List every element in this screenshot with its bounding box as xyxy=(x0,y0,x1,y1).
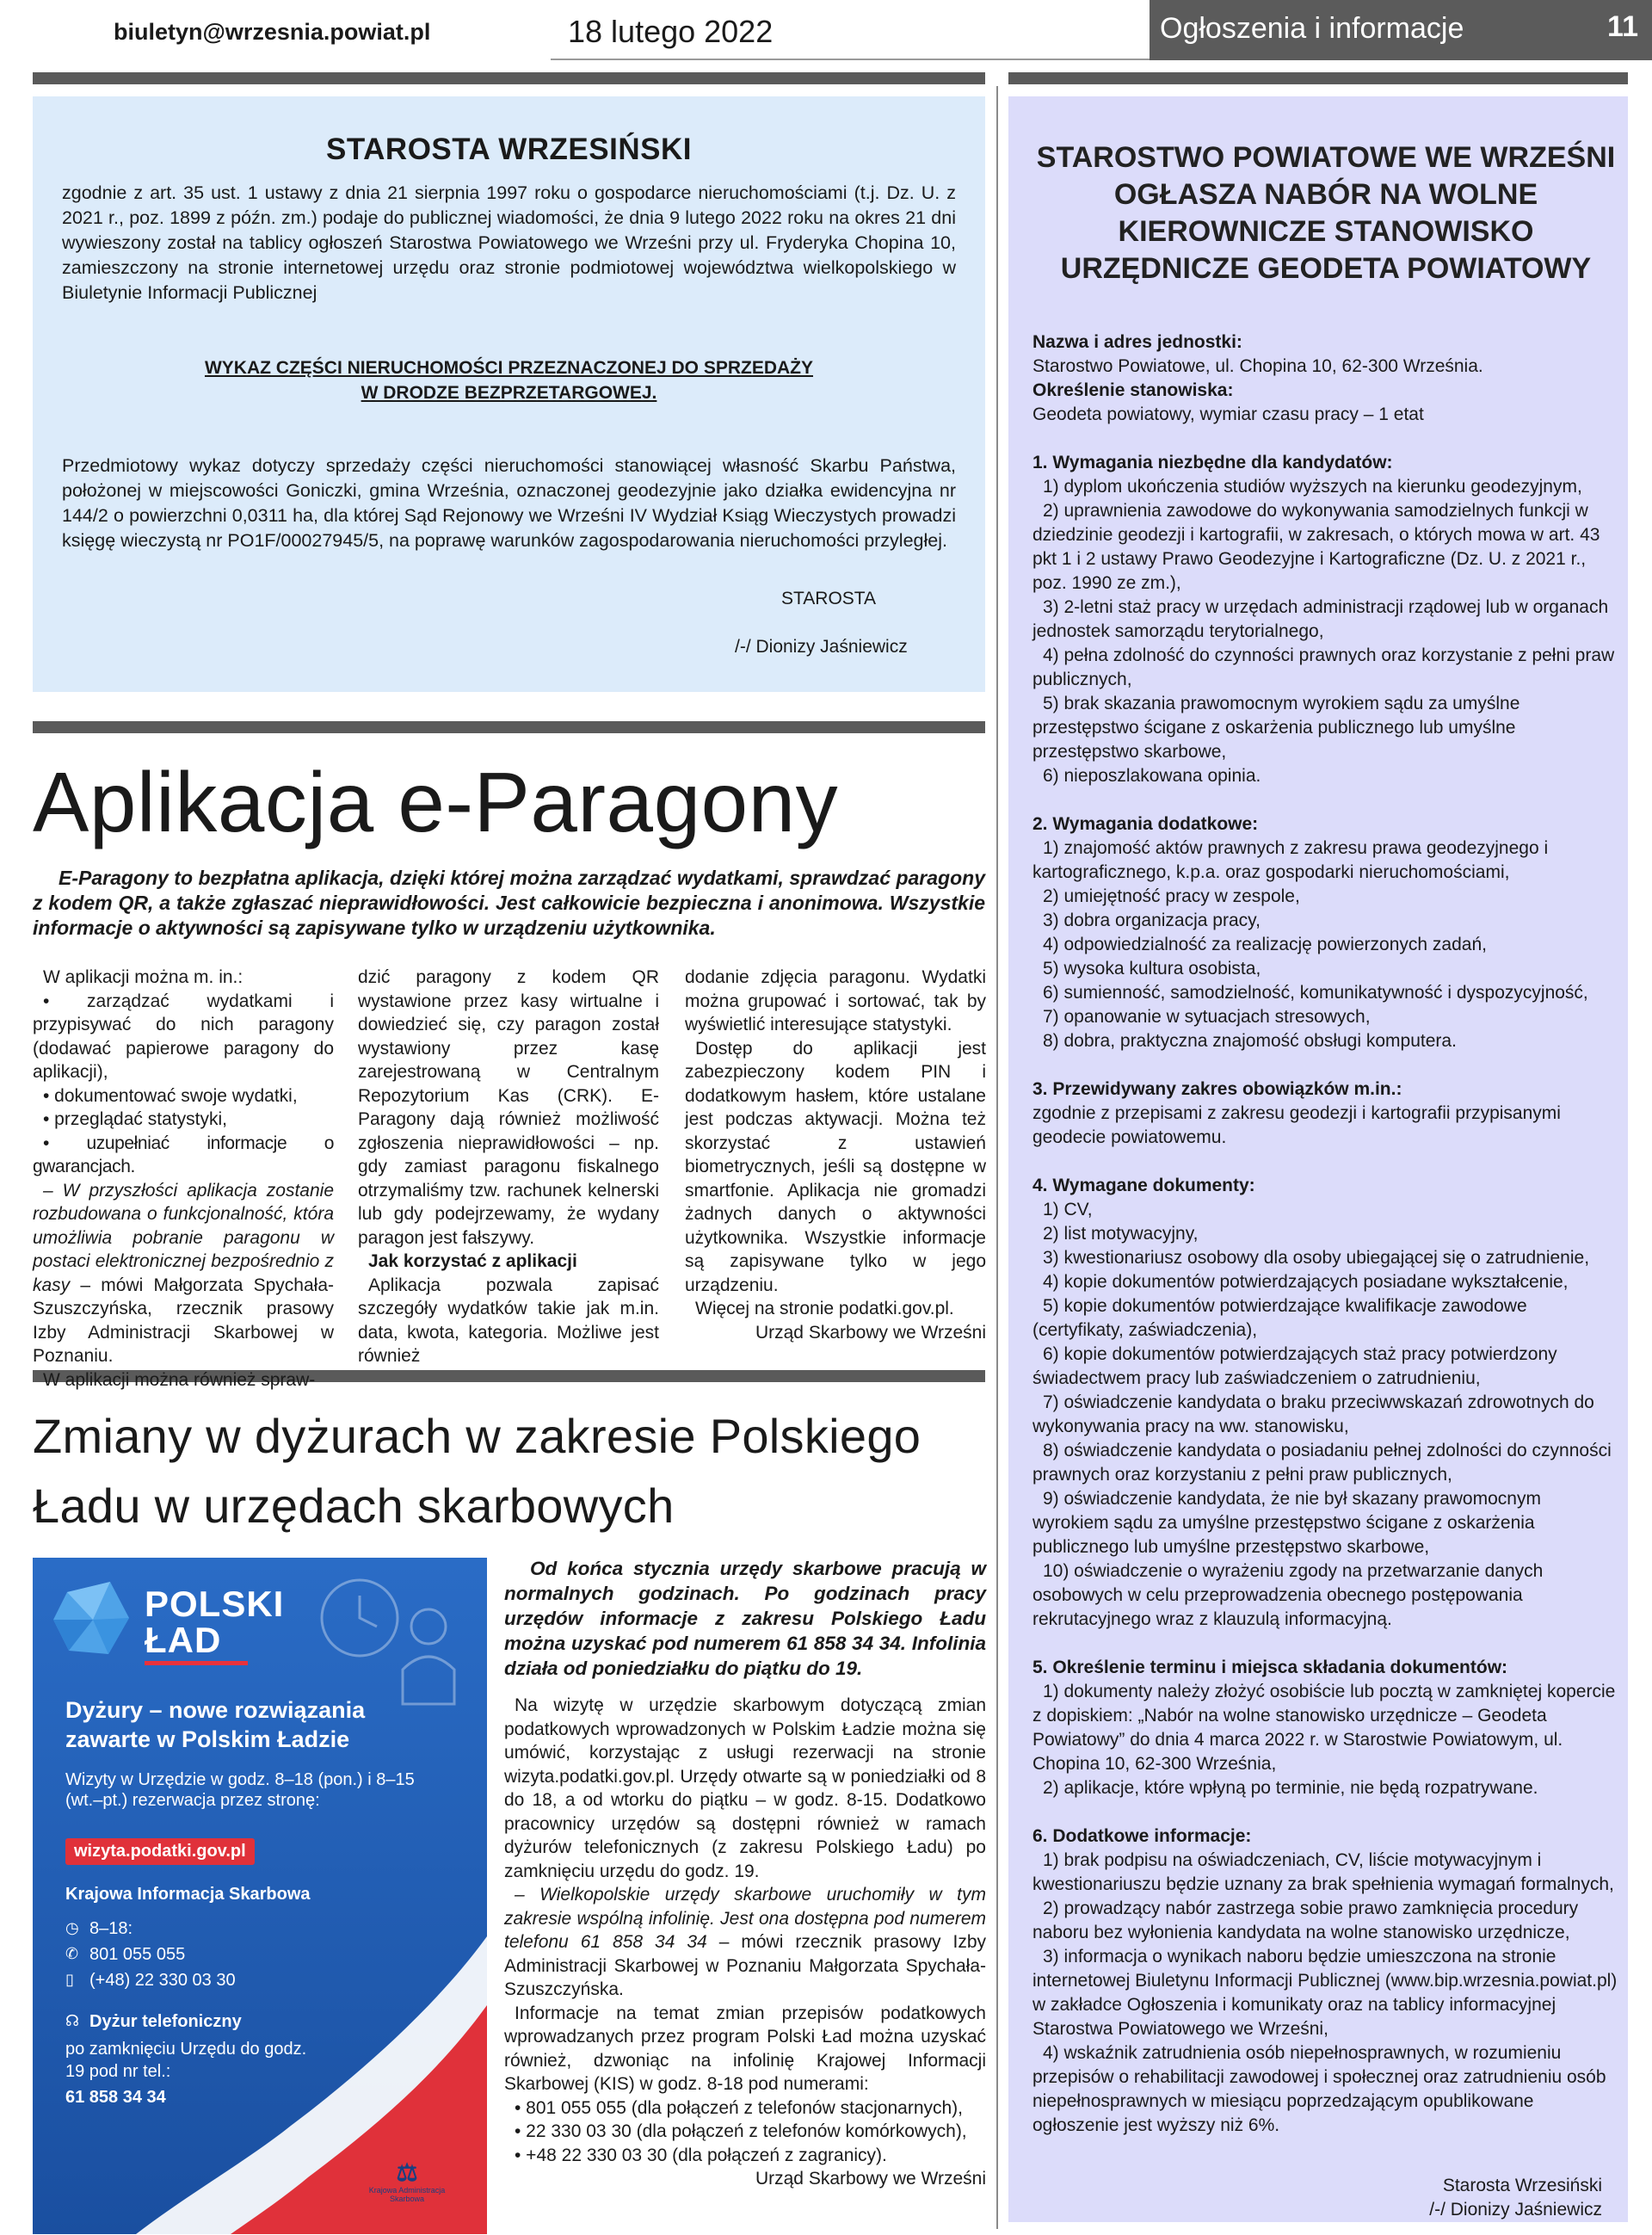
recruit-list-item: 3) kwestionariusz osobowy dla osoby ubiegającej się o zatrudnienie, xyxy=(1043,1248,1590,1268)
kas-emblem-icon: ⚖ xyxy=(396,2159,418,2186)
recruit-list xyxy=(1032,837,1619,1053)
recruit-list-item: 5) wysoka kultura osobista, xyxy=(1043,959,1261,979)
article-paragraph: W aplikacji można również spraw- xyxy=(43,1369,316,1390)
phone-item: • +48 22 330 03 30 (dla połączeń z zagranicy). xyxy=(515,2145,887,2165)
kas-label: Krajowa Administracja Skarbowa xyxy=(368,2186,446,2203)
column-rule xyxy=(996,86,998,2229)
notice-subtitle-line: WYKAZ CZĘŚCI NIERUCHOMOŚCI PRZEZNACZONEJ DO SPRZEDAŻY xyxy=(204,358,814,378)
recruit-list xyxy=(1032,475,1619,788)
recruit-list-item: 4) wskaźnik zatrudnienia osób niepełnosprawnych, w rozumieniu przepisów o rehabilitacji zawodowej i społecznej oraz zatrudnieniu osób niepełnosprawnych w miesiącu poprzedzającym opublikowane ogłoszenie jest wyższy niż 6%. xyxy=(1032,2043,1606,2135)
header-rule xyxy=(551,59,1153,60)
headset-icon: ☊ xyxy=(65,2012,79,2029)
kas-logo xyxy=(368,2160,446,2203)
recruit-list-item: 6) kopie dokumentów potwierdzających staż pracy potwierdzony świadectwem pracy lub zaświadczeniem o zatrudnieniu, xyxy=(1032,1344,1557,1388)
recruit-list xyxy=(1032,1680,1619,1800)
bullet-item: • przeglądać statystyki, xyxy=(43,1109,227,1129)
recruit-value: Starostwo Powiatowe, ul. Chopina 10, 62-300 Września. xyxy=(1032,356,1483,376)
recruit-list-item: 8) oświadczenie kandydata o posiadaniu pełnej zdolności do czynności prawnych oraz korzystaniu z pełni praw publicznych, xyxy=(1032,1441,1612,1485)
starosta-notice xyxy=(33,96,985,692)
poster-logo-word: ŁAD xyxy=(145,1620,222,1660)
poster-kis-title: Krajowa Informacja Skarbowa xyxy=(65,1885,311,1904)
recruitment-announcement xyxy=(1008,96,1628,2222)
recruit-label: Określenie stanowiska: xyxy=(1032,380,1234,400)
notice-signature-role: STAROSTA xyxy=(781,589,877,608)
recruit-list-item: 3) dobra organizacja pracy, xyxy=(1043,911,1261,930)
recruit-list-item: 7) opanowanie w sytuacjach stresowych, xyxy=(1043,1007,1371,1027)
recruit-section-title: 6. Dodatkowe informacje: xyxy=(1032,1826,1252,1846)
recruit-list-item: 9) oświadczenie kandydata, że nie był skazany prawomocnym wyrokiem sądu za umyślne przestępstwo ścigane z oskarżenia publicznego lub umyślne przestępstwo skarbowe, xyxy=(1032,1489,1541,1557)
poster-duty-title: Dyżur telefoniczny xyxy=(89,2012,242,2031)
recruit-list-item: 1) dyplom ukończenia studiów wyższych na kierunku geodezyjnym, xyxy=(1043,477,1582,497)
clock-icon: ◷ xyxy=(65,1919,79,1936)
recruit-list-item: 1) CV, xyxy=(1043,1200,1093,1219)
bullet-item: • uzupełniać informacje o gwarancjach. xyxy=(33,1133,334,1176)
section-divider xyxy=(33,72,985,84)
section-divider xyxy=(1008,72,1628,84)
recruit-list xyxy=(1032,1849,1619,2138)
flag-stripe xyxy=(145,1661,248,1665)
notice-signature-name: /-/ Dionizy Jaśniewicz xyxy=(735,637,908,657)
poster-heading: Dyżury – nowe rozwiązania zawarte w Polskim Ładzie xyxy=(65,1697,366,1752)
recruit-section-title: 5. Określenie terminu i miejsca składania dokumentów: xyxy=(1032,1658,1508,1677)
recruit-list-item: 2) prowadzący nabór zastrzega sobie prawo zamknięcia procedury naboru bez wyłonienia kandydata na wolne stanowisko urzędnicze, xyxy=(1032,1899,1579,1942)
article-paragraph: Informacje na temat zmian przepisów podatkowych wprowadzanych przez program Polski Ład można uzyskać również, dzwoniąc na infolinię Krajowej Informacji Skarbowej (KIS) w godz. 8-18 pod numerami: xyxy=(504,2003,986,2094)
recruit-list-item: 4) kopie dokumentów potwierdzających posiadane wykształcenie, xyxy=(1043,1272,1569,1292)
recruit-list-item: 1) znajomość aktów prawnych z zakresu prawa geodezyjnego i kartograficznego, k.p.a. oraz gospodarki nieruchomościami, xyxy=(1032,838,1549,882)
recruit-list-item: 10) oświadczenie o wyrażeniu zgody na przetwarzanie danych osobowych w celu przeprowadzenia obecnego postępowania rekrutacyjnego wraz z klauzulą informacyjną. xyxy=(1032,1561,1544,1629)
recruit-signature-role: Starosta Wrzesiński xyxy=(1442,2176,1602,2195)
poster-phone: (+48) 22 330 03 30 xyxy=(89,1971,236,1990)
quote-text: – W przyszłości aplikacja zostanie rozbudowana o funkcjonalność, która umożliwia pobranie paragonu w postaci elektronicznej bezpośrednio z kasy xyxy=(33,1180,334,1295)
article-paragraph: Więcej na stronie podatki.gov.pl. xyxy=(695,1299,954,1318)
recruit-list xyxy=(1032,1198,1619,1632)
recruit-section-title: 1. Wymagania niezbędne dla kandydatów: xyxy=(1032,453,1393,472)
eparagony-column-3 xyxy=(685,966,986,1344)
header-date: 18 lutego 2022 xyxy=(568,14,774,49)
zmiany-title: Zmiany w dyżurach w zakresie Polskiego Ładu w urzędach skarbowych xyxy=(33,1409,922,1533)
recruit-list-item: 2) uprawnienia zawodowe do wykonywania samodzielnych funkcji w dziedzinie geodezji i kartografii, w zakresach, o których mowa w art. 43 pkt 1 i 2 ustawy Prawo Geodezyjne i Kartograficzne (Dz. U. z 2021 r., poz. 1990 ze zm.), xyxy=(1032,501,1600,593)
poster-duty-number: 61 858 34 34 xyxy=(65,2088,166,2107)
article-signature: Urząd Skarbowy we Wrześni xyxy=(755,1322,986,1343)
eparagony-lead: E-Paragony to bezpłatna aplikacja, dzięki której można zarządzać wydatkami, sprawdzać paragony z kodem QR, a także zgłaszać nieprawidłowości. Jest całkowicie bezpieczna i anonimowa. Wszystkie informacje o aktywności są zapisywane tylko w urządzeniu użytkownika. xyxy=(33,867,985,939)
quote-text: – Wielkopolskie urzędy skarbowe uruchomiły w tym zakresie wspólną infolinię. Jest ona dostępna pod numerem telefonu 61 858 34 34 xyxy=(504,1885,986,1952)
poster-hours: 8–18: xyxy=(89,1919,133,1938)
article-paragraph: Dostęp do aplikacji jest zabezpieczony kodem PIN i dodatkowym hasłem, które ustalane jest podczas aktywacji. Można też skorzystać z ustawień biometrycznych, jeśli są dostępne w smartfonie. Aplikacja nie gromadzi żadnych danych o aktywności użytkownika. Wszystkie informacje są zapisywane tylko w jego urządzeniu. xyxy=(685,1038,986,1295)
article-paragraph: dodanie zdjęcia paragonu. Wydatki można grupować i sortować, tak by wyświetlić interesujące statystyki. xyxy=(685,967,986,1034)
notice-paragraph: zgodnie z art. 35 ust. 1 ustawy z dnia 21 sierpnia 1997 roku o gospodarce nieruchomościami (t.j. Dz. U. z 2021 r., poz. 1899 z późn. zm.) podaje do publicznej wiadomości, że dnia 9 lutego 2022 roku na okres 21 dni wywieszony został na tablicy ogłoszeń Starostwa Powiatowego we Wrześni przy ul. Fryderyka Chopina 10, zamieszczony na stronie internetowej urzędu oraz stronie podmiotowej województwa wielkopolskiego w Biuletynie Informacji Publicznej xyxy=(62,182,956,303)
poster-visits-text: Wizyty w Urzędzie w godz. 8–18 (pon.) i 8–15 (wt.–pt.) rezerwacja przez stronę: xyxy=(65,1770,415,1810)
recruit-section-title: 2. Wymagania dodatkowe: xyxy=(1032,814,1259,834)
recruit-list-item: 1) dokumenty należy złożyć osobiście lub pocztą w zamkniętej kopercie z dopiskiem: „Nabór na wolne stanowisko urzędnicze – Geodeta Powiatowy” do dnia 4 marca 2022 r. w Starostwie Powiatowym, ul. Chopina 10, 62-300 Września, xyxy=(1032,1682,1616,1774)
recruit-list-item: 2) umiejętność pracy w zespole, xyxy=(1043,886,1300,906)
phone-item: • 801 055 055 (dla połączeń z telefonów stacjonarnych), xyxy=(515,2097,964,2118)
recruit-list-item: 7) oświadczenie kandydata o braku przeciwwskazań zdrowotnych do wykonywania pracy na ww. stanowisku, xyxy=(1032,1392,1594,1436)
mobile-phone-icon: ▯ xyxy=(65,1971,74,1988)
recruit-value: Geodeta powiatowy, wymiar czasu pracy – 1 etat xyxy=(1032,404,1424,424)
recruit-list-item: 6) nieposzlakowana opinia. xyxy=(1043,766,1261,786)
zmiany-body xyxy=(504,1694,986,2191)
recruit-text: zgodnie z przepisami z zakresu geodezji i kartografii przypisanymi geodecie powiatowemu. xyxy=(1032,1103,1561,1147)
eparagony-column-2 xyxy=(358,966,659,1368)
phone-icon: ✆ xyxy=(65,1945,79,1962)
header-email: biuletyn@wrzesnia.powiat.pl xyxy=(114,19,431,45)
recruit-section-title: 3. Przewidywany zakres obowiązków m.in.: xyxy=(1032,1079,1402,1099)
article-signature: Urząd Skarbowy we Wrześni xyxy=(755,2169,986,2189)
article-paragraph: dzić paragony z kodem QR wystawione przez kasy wirtualne i dowiedzieć się, czy paragon został wystawiony przez kasę zarejestrowaną w Centralnym Repozytorium Kas (CRK). E-Paragony dają również możliwość zgłoszenia nieprawidłowości – np. gdy zamiast paragonu fiskalnego otrzymaliśmy tzw. rachunek kelnerski lub gdy podejrzewamy, że wydany paragon jest fałszywy. xyxy=(358,967,659,1248)
phone-item: • 22 330 03 30 (dla połączeń z telefonów komórkowych), xyxy=(515,2121,967,2141)
header-section-box xyxy=(1150,0,1652,60)
notice-subtitle-line: W DRODZE BEZPRZETARGOWEJ. xyxy=(361,383,657,403)
recruit-title: STAROSTWO POWIATOWE WE WRZEŚNI OGŁASZA NABÓR NA WOLNE KIEROWNICZE STANOWISKO URZĘDNICZE GEODETA POWIATOWY xyxy=(1036,141,1616,285)
notice-subtitle xyxy=(57,355,961,405)
recruit-list-item: 5) kopie dokumentów potwierdzające kwalifikacje zawodowe (certyfikaty, zaświadczenia), xyxy=(1032,1296,1527,1340)
poster-logo-word: POLSKI xyxy=(145,1584,285,1624)
article-paragraph: W aplikacji można m. in.: xyxy=(43,967,243,987)
recruit-list-item: 5) brak skazania prawomocnym wyrokiem sądu za umyślne przestępstwo ścigane z oskarżenia publicznego lub umyślne przestępstwo skarbowe, xyxy=(1032,694,1520,762)
quote-attribution: – mówi rzecznik prasowy Izby Administracji Skarbowej w Poznaniu Małgorzata Spychała-Szuszczyńska. xyxy=(504,1932,986,1999)
recruit-list-item: 2) aplikacje, które wpłyną po terminie, nie będą rozpatrywane. xyxy=(1043,1778,1538,1798)
page-number: 11 xyxy=(1607,10,1638,43)
recruit-list-item: 3) informacja o wynikach naboru będzie umieszczona na stronie internetowej Biuletynu Informacji Publicznej (www.bip.wrzesnia.powiat.pl) w zakładce Ogłoszenia i komunikaty oraz na tablicy informacyjnej Starostwa Powiatowego we Wrześni, xyxy=(1032,1947,1618,2039)
bullet-item: • dokumentować swoje wydatki, xyxy=(43,1085,298,1106)
bullet-item: • zarządzać wydatkami i przypisywać do nich paragony (dodawać papierowe paragony do aplikacji), xyxy=(33,991,334,1082)
recruit-list-item: 6) sumienność, samodzielność, komunikatywność i dyspozycyjność, xyxy=(1043,983,1588,1003)
section-divider xyxy=(33,721,985,733)
eparagony-column-1 xyxy=(33,966,334,1392)
section-label: Ogłoszenia i informacje xyxy=(1160,12,1464,45)
recruit-list-item: 4) odpowiedzialność za realizację powierzonych zadań, xyxy=(1043,935,1487,954)
zmiany-lead: Od końca stycznia urzędy skarbowe pracują w normalnych godzinach. Po godzinach pracy urzędów informacje z zakresu Polskiego Ładu można uzyskać pod numerem 61 858 34 34. Infolinia działa od poniedziałku do piątku do 19. xyxy=(504,1558,986,1679)
recruit-label: Nazwa i adres jednostki: xyxy=(1032,332,1242,352)
recruit-section-title: 4. Wymagane dokumenty: xyxy=(1032,1176,1255,1195)
recruit-list-item: 8) dobra, praktyczna znajomość obsługi komputera. xyxy=(1043,1031,1457,1051)
poster-phone: 801 055 055 xyxy=(89,1945,186,1964)
poster-duty-text: po zamknięciu Urzędu do godz. 19 pod nr tel.: xyxy=(65,2040,307,2081)
poster-url-pill: wizyta.podatki.gov.pl xyxy=(65,1838,255,1865)
eparagony-title: Aplikacja e-Paragony xyxy=(33,755,839,849)
recruit-signature-name: /-/ Dionizy Jaśniewicz xyxy=(1429,2200,1602,2220)
notice-title: STAROSTA WRZESIŃSKI xyxy=(326,133,692,166)
recruit-list-item: 2) list motywacyjny, xyxy=(1043,1224,1199,1244)
article-paragraph: Na wizytę w urzędzie skarbowym dotyczącą zmian podatkowych wprowadzonych w Polskim Ładzie można się umówić, korzystając z usługi rezerwacji na stronie wizyta.podatki.gov.pl. Urzędy otwarte są w poniedziałki od 8 do 18, a od wtorku do piątku – w godz. 8-15. Dodatkowo pracownicy urzędów są dostępni również w ramach dyżurów telefonicznych (z zakresu Polskiego Ładu) po zamknięciu urzędu do godz. 19. xyxy=(504,1695,986,1881)
article-subheading: Jak korzystać z aplikacji xyxy=(368,1251,577,1271)
notice-paragraph: Przedmiotowy wykaz dotyczy sprzedaży części nieruchomości stanowiącej własność Skarbu Państwa, położonej w miejscowości Goniczki, gmina Września, oznaczonej geodezyjnie jako działka ewidencyjna nr 144/2 o powierzchni 0,0311 ha, dla której Sąd Rejonowy we Wrześni IV Wydział Ksiąg Wieczystych prowadzi księgę wieczystą nr PO1F/00027945/5, na poprawę warunków zagospodarowania nieruchomości przyległej. xyxy=(62,455,956,551)
polski-lad-poster xyxy=(33,1558,487,2234)
article-paragraph: Aplikacja pozwala zapisać szczegóły wydatków takie jak m.in. data, kwota, kategoria. Możliwe jest również xyxy=(358,1275,659,1366)
recruit-list-item: 1) brak podpisu na oświadczeniach, CV, liście motywacyjnym i kwestionariuszu będzie uznany za brak spełnienia wymagań formalnych, xyxy=(1032,1850,1614,1894)
recruit-list-item: 4) pełna zdolność do czynności prawnych oraz korzystanie z pełni praw publicznych, xyxy=(1032,645,1615,689)
quote-attribution: – mówi Małgorzata Spychała-Szuszczyńska, rzecznik prasowy Izby Administracji Skarbowej w Poznaniu. xyxy=(33,1275,334,1366)
recruit-list-item: 3) 2-letni staż pracy w urzędach administracji rządowej lub w organach jednostek samorządu terytorialnego, xyxy=(1032,597,1609,641)
